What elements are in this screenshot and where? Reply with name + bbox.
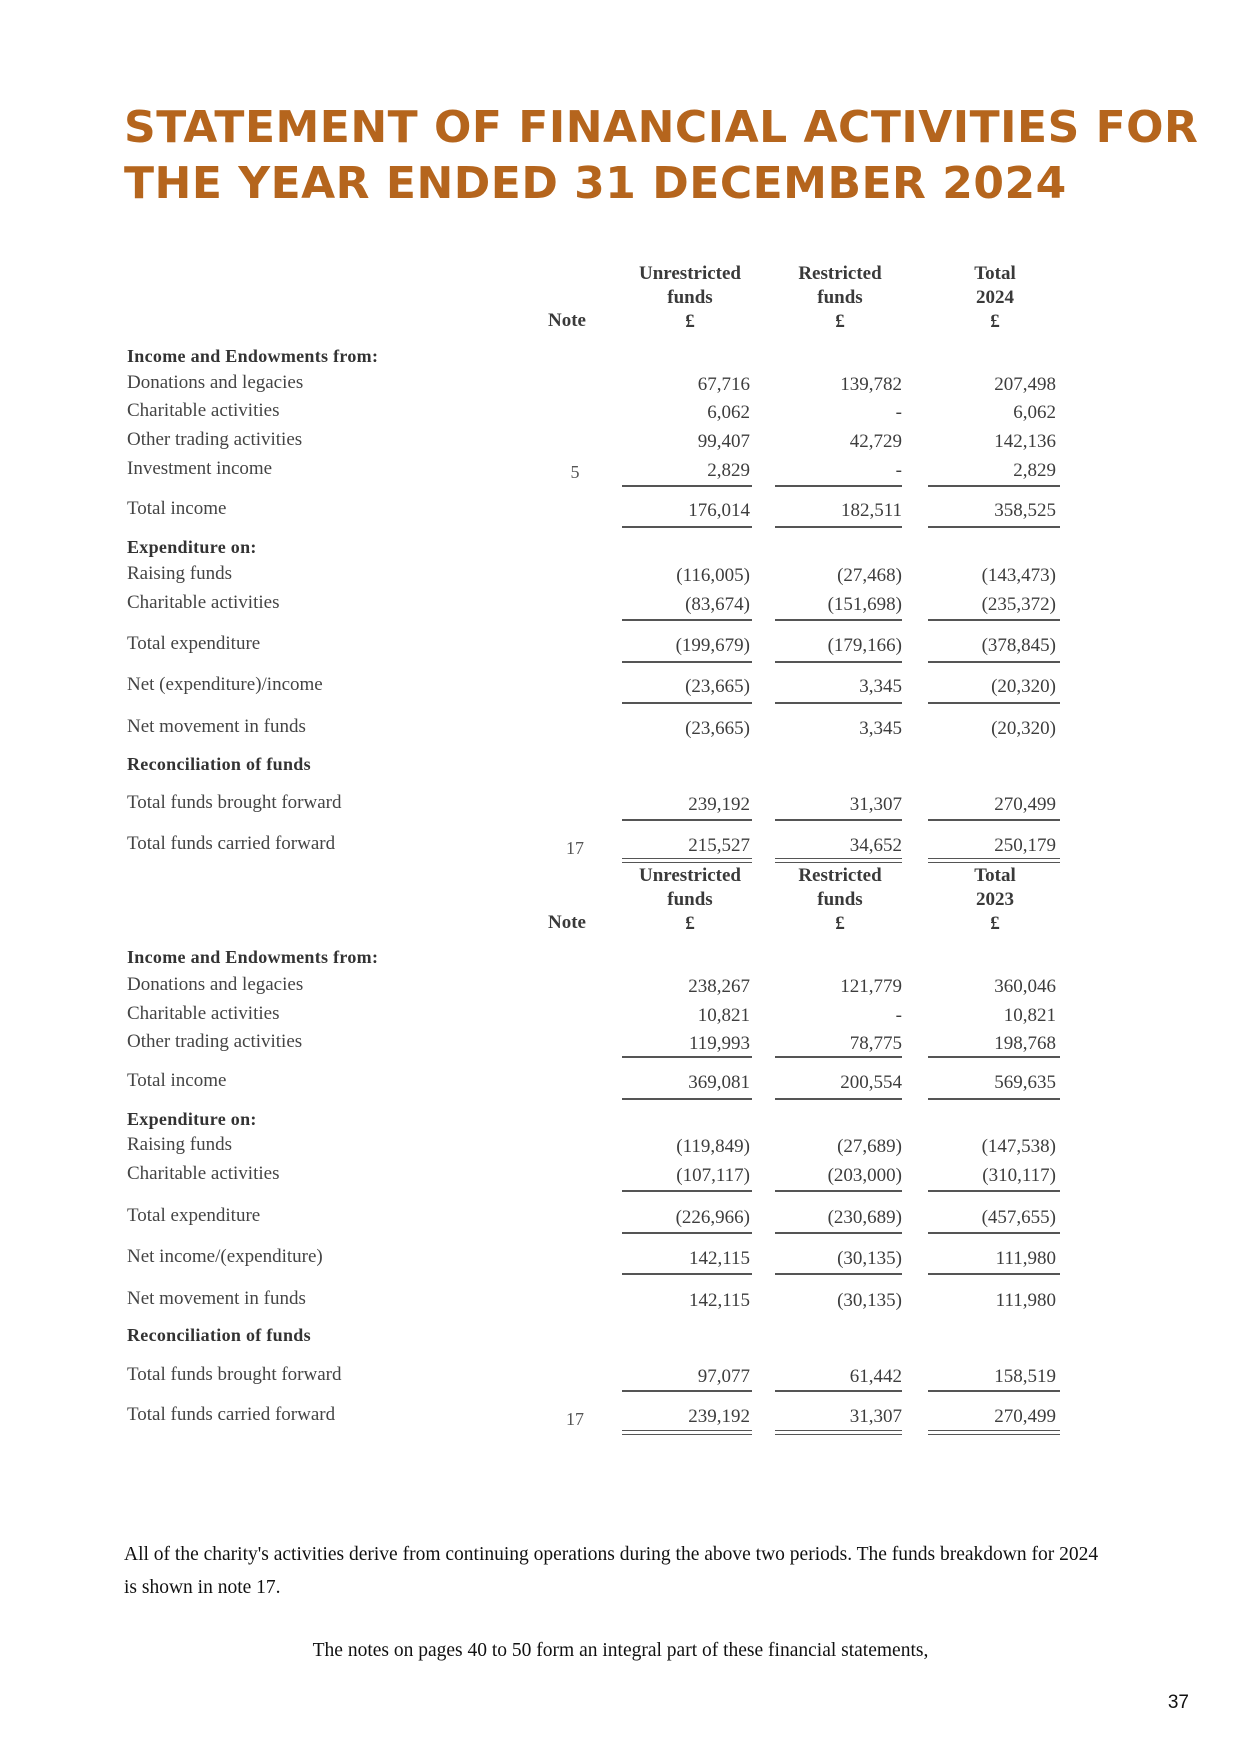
total-income-2024-label: Total income	[127, 498, 227, 519]
income-row-2023-0-u-value: 238,267	[688, 976, 750, 997]
income-subtotal-line-2024-t	[928, 485, 1060, 487]
income-row-2024-0-u-value: 67,716	[697, 374, 750, 395]
income-row-2023-1-t-value: 10,821	[1003, 1005, 1056, 1026]
brought-forward-line-2024-u	[622, 819, 752, 821]
column-header-line: £	[990, 311, 1000, 332]
income-row-2024-1-r-value: -	[895, 402, 902, 423]
charitable-activities-exp-2024-label: Charitable activities	[127, 592, 280, 613]
charitable-activities-exp-2023-u-value: (107,117)	[676, 1165, 750, 1186]
column-header-line: Total	[974, 263, 1016, 284]
income-row-2023-2-r-value: 78,775	[849, 1033, 902, 1054]
continuing-operations-note: All of the charity's activities derive from continuing operations during the above two periods. The funds breakdown for 2024 is shown in note 17.	[124, 1544, 1099, 1598]
income-row-2023-1-r-value: -	[895, 1005, 902, 1026]
carried-forward-2023-label: Total funds carried forward	[127, 1404, 336, 1425]
column-header-line: £	[685, 311, 695, 332]
income-row-2024-2-r-value: 42,729	[849, 431, 902, 452]
income-row-2024-1-t-value: 6,062	[1013, 402, 1056, 423]
income-row-2024-0-label: Donations and legacies	[127, 372, 304, 393]
total-expenditure-line-2023-u	[622, 1232, 752, 1234]
raising-funds-2024-label: Raising funds	[127, 563, 233, 584]
expenditure-subtotal-line-2023-t	[928, 1190, 1060, 1192]
total-income-2024-r-value: 182,511	[840, 500, 902, 521]
income-row-2024-3-r-value: -	[895, 460, 902, 481]
net-movement-2023-label: Net movement in funds	[127, 1288, 306, 1309]
column-header-line: funds	[817, 889, 863, 910]
integral-part-note: The notes on pages 40 to 50 form an integral part of these financial statements,	[312, 1640, 929, 1661]
income-row-2023-0-t-value: 360,046	[994, 976, 1056, 997]
raising-funds-2023-label: Raising funds	[127, 1134, 233, 1155]
net-movement-2024-label: Net movement in funds	[127, 716, 306, 737]
column-header-unrestricted-2023	[610, 864, 770, 936]
brought-forward-2024-r-value: 31,307	[849, 794, 902, 815]
expenditure-subtotal-line-2023-u	[622, 1190, 752, 1192]
income-heading-2023: Income and Endowments from:	[127, 947, 379, 967]
income-subtotal-line-2024-u	[622, 485, 752, 487]
total-income-line-2023-r	[775, 1098, 902, 1100]
income-subtotal-line-2023-t	[928, 1056, 1060, 1058]
column-header-line: £	[835, 913, 845, 934]
brought-forward-line-2024-t	[928, 819, 1060, 821]
net-movement-2024-u-value: (23,665)	[685, 718, 750, 739]
net-income-line-2023-t	[928, 1273, 1060, 1275]
total-income-2024-t-value: 358,525	[994, 500, 1056, 521]
total-income-2023-u-value: 369,081	[688, 1072, 750, 1093]
carried-forward-line-2023-u	[622, 1430, 752, 1435]
net-income-line-2023-u	[622, 1273, 752, 1275]
income-row-2024-1-u-value: 6,062	[707, 402, 750, 423]
income-row-2023-1-label: Charitable activities	[127, 1003, 280, 1024]
total-income-line-2024-t	[928, 526, 1060, 528]
carried-forward-line-2023-r	[775, 1430, 902, 1435]
total-expenditure-2024-label: Total expenditure	[127, 633, 261, 654]
total-income-2023-r-value: 200,554	[840, 1072, 902, 1093]
expenditure-subtotal-line-2024-r	[775, 619, 902, 621]
income-row-2023-2-t-value: 198,768	[994, 1033, 1056, 1054]
net-income-2024-r-value: 3,345	[859, 676, 902, 697]
net-movement-2023-r-value: (30,135)	[837, 1290, 902, 1311]
expenditure-subtotal-line-2023-r	[775, 1190, 902, 1192]
brought-forward-2023-label: Total funds brought forward	[127, 1364, 342, 1385]
carried-forward-note-2023: 17	[566, 1409, 584, 1429]
total-expenditure-2023-r-value: (230,689)	[827, 1207, 902, 1228]
income-row-2024-1-label: Charitable activities	[127, 400, 280, 421]
total-income-2024-u-value: 176,014	[688, 500, 750, 521]
income-row-2024-2-u-value: 99,407	[697, 431, 750, 452]
charitable-activities-exp-2023-r-value: (203,000)	[827, 1165, 902, 1186]
income-subtotal-line-2024-r	[775, 485, 902, 487]
carried-forward-2023-t-value: 270,499	[994, 1406, 1056, 1427]
net-income-line-2024-r	[775, 702, 902, 704]
page-title	[124, 100, 1199, 212]
net-movement-2024-r-value: 3,345	[859, 718, 902, 739]
raising-funds-2023-r-value: (27,689)	[837, 1136, 902, 1157]
income-row-2024-3-u-value: 2,829	[707, 460, 750, 481]
income-row-2024-0-r-value: 139,782	[840, 374, 902, 395]
title-line-2: THE YEAR ENDED 31 DECEMBER 2024	[124, 158, 1067, 209]
raising-funds-2023-t-value: (147,538)	[981, 1136, 1056, 1157]
total-income-line-2024-u	[622, 526, 752, 528]
note-column-header-2024: Note	[548, 310, 586, 331]
charitable-activities-exp-2023-t-value: (310,117)	[982, 1165, 1056, 1186]
net-income-line-2024-t	[928, 702, 1060, 704]
carried-forward-2024-label: Total funds carried forward	[127, 833, 336, 854]
raising-funds-2024-u-value: (116,005)	[676, 565, 750, 586]
column-header-line: Restricted	[798, 263, 882, 284]
income-subtotal-line-2023-r	[775, 1056, 902, 1058]
income-row-2023-2-label: Other trading activities	[127, 1031, 303, 1052]
carried-forward-line-2024-u	[622, 858, 752, 863]
income-row-2024-3-t-value: 2,829	[1013, 460, 1056, 481]
net-income-2023-label: Net income/(expenditure)	[127, 1246, 323, 1267]
title-line-1: STATEMENT OF FINANCIAL ACTIVITIES FOR	[124, 102, 1199, 153]
income-row-2024-2-label: Other trading activities	[127, 429, 303, 450]
column-header-total_2023-2023	[915, 864, 1075, 936]
net-income-2023-t-value: 111,980	[995, 1248, 1056, 1269]
net-income-2024-t-value: (20,320)	[991, 676, 1056, 697]
brought-forward-2024-t-value: 270,499	[994, 794, 1056, 815]
column-header-restricted-2024	[760, 262, 920, 334]
column-header-line: Restricted	[798, 865, 882, 886]
total-expenditure-2023-u-value: (226,966)	[675, 1207, 750, 1228]
net-income-2024-u-value: (23,665)	[685, 676, 750, 697]
brought-forward-2024-label: Total funds brought forward	[127, 792, 342, 813]
column-header-line: Unrestricted	[638, 263, 741, 284]
column-header-total_2024-2024	[915, 262, 1075, 334]
total-expenditure-line-2023-r	[775, 1232, 902, 1234]
total-expenditure-2024-r-value: (179,166)	[827, 635, 902, 656]
column-header-line: £	[685, 913, 695, 934]
expenditure-subtotal-line-2024-u	[622, 619, 752, 621]
total-expenditure-line-2024-t	[928, 661, 1060, 663]
expenditure-subtotal-line-2024-t	[928, 619, 1060, 621]
column-header-line: funds	[667, 287, 713, 308]
brought-forward-line-2024-r	[775, 819, 902, 821]
carried-forward-line-2024-r	[775, 858, 902, 863]
brought-forward-2023-u-value: 97,077	[697, 1366, 750, 1387]
income-row-2023-2-u-value: 119,993	[688, 1033, 750, 1054]
total-income-line-2024-r	[775, 526, 902, 528]
investment-income-note-2024: 5	[570, 462, 580, 482]
brought-forward-line-2023-u	[622, 1390, 752, 1392]
net-income-2023-u-value: 142,115	[688, 1248, 750, 1269]
brought-forward-2024-u-value: 239,192	[688, 794, 750, 815]
total-income-2023-t-value: 569,635	[994, 1072, 1056, 1093]
carried-forward-2023-r-value: 31,307	[849, 1406, 902, 1427]
column-header-unrestricted-2024	[610, 262, 770, 334]
carried-forward-2024-r-value: 34,652	[849, 835, 902, 856]
carried-forward-2023-u-value: 239,192	[688, 1406, 750, 1427]
column-header-line: funds	[667, 889, 713, 910]
income-heading-2024: Income and Endowments from:	[127, 346, 379, 366]
net-income-line-2024-u	[622, 702, 752, 704]
net-income-line-2023-r	[775, 1273, 902, 1275]
income-row-2024-0-t-value: 207,498	[994, 374, 1056, 395]
carried-forward-line-2024-t	[928, 858, 1060, 863]
column-header-line: Total	[974, 865, 1016, 886]
charitable-activities-exp-2024-u-value: (83,674)	[685, 594, 750, 615]
charitable-activities-exp-2024-r-value: (151,698)	[827, 594, 902, 615]
brought-forward-2023-r-value: 61,442	[849, 1366, 902, 1387]
net-income-2023-r-value: (30,135)	[837, 1248, 902, 1269]
total-expenditure-line-2023-t	[928, 1232, 1060, 1234]
page-number: 37	[1167, 1692, 1189, 1713]
net-movement-2023-u-value: 142,115	[688, 1290, 750, 1311]
column-header-line: 2024	[976, 287, 1014, 308]
net-movement-2024-t-value: (20,320)	[991, 718, 1056, 739]
total-income-line-2023-t	[928, 1098, 1060, 1100]
carried-forward-2024-t-value: 250,179	[994, 835, 1056, 856]
note-column-header-2023: Note	[548, 912, 586, 933]
total-expenditure-2024-u-value: (199,679)	[675, 635, 750, 656]
income-row-2023-0-r-value: 121,779	[840, 976, 902, 997]
income-row-2024-3-label: Investment income	[127, 458, 273, 479]
total-expenditure-2024-t-value: (378,845)	[981, 635, 1056, 656]
carried-forward-2024-u-value: 215,527	[688, 835, 750, 856]
total-expenditure-2023-t-value: (457,655)	[981, 1207, 1056, 1228]
column-header-line: £	[835, 311, 845, 332]
brought-forward-line-2023-t	[928, 1390, 1060, 1392]
raising-funds-2023-u-value: (119,849)	[676, 1136, 750, 1157]
net-income-2024-label: Net (expenditure)/income	[127, 674, 323, 695]
income-row-2023-0-label: Donations and legacies	[127, 974, 304, 995]
total-income-line-2023-u	[622, 1098, 752, 1100]
reconciliation-heading-2023: Reconciliation of funds	[127, 1325, 311, 1345]
carried-forward-line-2023-t	[928, 1430, 1060, 1435]
brought-forward-2023-t-value: 158,519	[994, 1366, 1056, 1387]
total-expenditure-line-2024-r	[775, 661, 902, 663]
column-header-line: Unrestricted	[638, 865, 741, 886]
raising-funds-2024-r-value: (27,468)	[837, 565, 902, 586]
expenditure-heading-2023: Expenditure on:	[127, 1109, 257, 1129]
reconciliation-heading-2024: Reconciliation of funds	[127, 754, 311, 774]
column-header-line: funds	[817, 287, 863, 308]
column-header-restricted-2023	[760, 864, 920, 936]
column-header-line: 2023	[976, 889, 1014, 910]
expenditure-heading-2024: Expenditure on:	[127, 537, 257, 557]
charitable-activities-exp-2023-label: Charitable activities	[127, 1163, 280, 1184]
income-subtotal-line-2023-u	[622, 1056, 752, 1058]
income-row-2024-2-t-value: 142,136	[994, 431, 1056, 452]
net-movement-2023-t-value: 111,980	[995, 1290, 1056, 1311]
total-expenditure-2023-label: Total expenditure	[127, 1205, 261, 1226]
charitable-activities-exp-2024-t-value: (235,372)	[981, 594, 1056, 615]
total-income-2023-label: Total income	[127, 1070, 227, 1091]
brought-forward-line-2023-r	[775, 1390, 902, 1392]
column-header-line: £	[990, 913, 1000, 934]
carried-forward-note-2024: 17	[566, 838, 584, 858]
total-expenditure-line-2024-u	[622, 661, 752, 663]
raising-funds-2024-t-value: (143,473)	[981, 565, 1056, 586]
income-row-2023-1-u-value: 10,821	[697, 1005, 750, 1026]
